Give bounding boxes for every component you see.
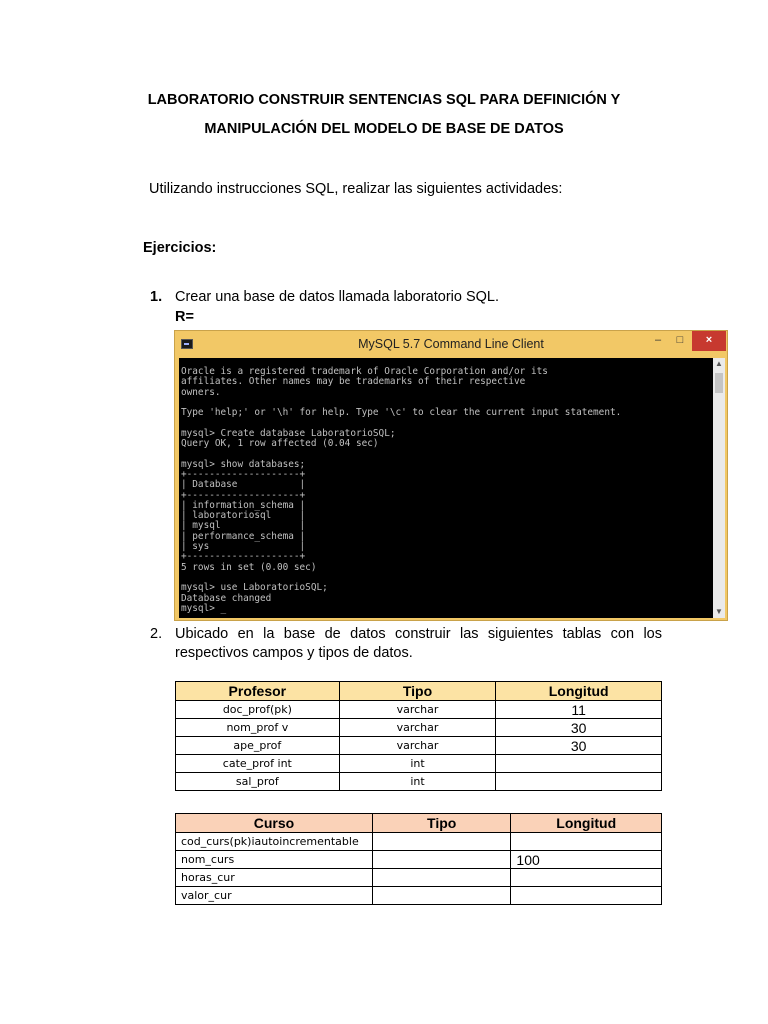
table-cell: varchar	[339, 719, 496, 737]
table-header-cell: Longitud	[511, 814, 662, 833]
table-cell: 11	[496, 701, 662, 719]
table-cell: nom_prof v	[176, 719, 340, 737]
window-title-bar[interactable]	[175, 331, 727, 357]
close-button[interactable]: ×	[692, 331, 726, 351]
table-cell	[372, 833, 510, 851]
answer-label: R=	[175, 309, 194, 325]
table-cell: cod_curs(pk)iautoincrementable	[176, 833, 373, 851]
table-cell: nom_curs	[176, 851, 373, 869]
table-header-cell: Tipo	[339, 682, 496, 701]
exercise-text: Crear una base de datos llamada laboratorio SQL.	[175, 289, 500, 305]
exercise-text: Ubicado en la base de datos construir las siguientes tablas con los respectivos campos y tipos de datos.	[175, 626, 662, 661]
table-cell: 100	[511, 851, 662, 869]
table-row	[176, 833, 662, 851]
exercises-heading: Ejercicios:	[143, 240, 217, 256]
table-row	[176, 701, 662, 719]
intro-text: Utilizando instrucciones SQL, realizar las siguientes actividades:	[149, 181, 563, 197]
scrollbar-thumb[interactable]	[715, 373, 723, 393]
table-cell	[496, 755, 662, 773]
table-cell: ape_prof	[176, 737, 340, 755]
table-header-row	[176, 814, 662, 833]
curso-table	[175, 813, 662, 905]
table-cell	[511, 869, 662, 887]
window-title: MySQL 5.7 Command Line Client	[358, 337, 544, 351]
table-cell: horas_cur	[176, 869, 373, 887]
table-cell: valor_cur	[176, 887, 373, 905]
console-output: Oracle is a registered trademark of Oracle Corporation and/or its affiliates. Other names may be trademarks of their respective owners. Type 'help;' or '\h' for help. Type '\c' to clear the current input statement. mysql> Create database LaboratorioSQL; Query OK, 1 row affected (0.04 sec) mysql> show databases; +--------------------+ | Database | +--------------------+ | information_schema | | laboratoriosql | | mysql | | performance_schema | | sys | +--------------------+ 5 rows in set (0.00 sec) mysql> use LaboratorioSQL; Database changed mysql> _	[181, 366, 622, 614]
table-header-cell: Longitud	[496, 682, 662, 701]
table-cell: sal_prof	[176, 773, 340, 791]
table-cell: cate_prof int	[176, 755, 340, 773]
table-header-cell: Curso	[176, 814, 373, 833]
maximize-button[interactable]: □	[676, 334, 684, 346]
table-cell: 30	[496, 737, 662, 755]
profesor-table	[175, 681, 662, 791]
vertical-scrollbar[interactable]	[713, 358, 725, 618]
console-output-area[interactable]	[179, 358, 713, 618]
table-cell	[511, 887, 662, 905]
mysql-console-window	[174, 330, 728, 621]
table-cell: varchar	[339, 701, 496, 719]
table-cell: int	[339, 773, 496, 791]
table-cell: doc_prof(pk)	[176, 701, 340, 719]
minimize-button[interactable]: –	[654, 334, 662, 346]
document-title-line-1: LABORATORIO CONSTRUIR SENTENCIAS SQL PARA DEFINICIÓN Y	[147, 92, 621, 108]
exercise-item-1	[150, 289, 500, 325]
table-row	[176, 719, 662, 737]
table-cell: 30	[496, 719, 662, 737]
table-header-row	[176, 682, 662, 701]
table-cell: varchar	[339, 737, 496, 755]
table-row	[176, 773, 662, 791]
table-cell	[511, 833, 662, 851]
table-row	[176, 737, 662, 755]
exercise-number: 1.	[150, 289, 163, 305]
table-header-cell: Tipo	[372, 814, 510, 833]
table-cell: int	[339, 755, 496, 773]
scroll-down-icon[interactable]: ▼	[715, 607, 723, 616]
table-header-cell: Profesor	[176, 682, 340, 701]
table-row	[176, 851, 662, 869]
document-title-line-2: MANIPULACIÓN DEL MODELO DE BASE DE DATOS	[204, 121, 564, 137]
table-cell	[372, 887, 510, 905]
table-row	[176, 887, 662, 905]
table-cell	[372, 869, 510, 887]
table-cell	[496, 773, 662, 791]
table-row	[176, 755, 662, 773]
exercise-item-2	[150, 625, 662, 663]
exercise-number: 2.	[150, 626, 163, 642]
scroll-up-icon[interactable]: ▲	[715, 359, 723, 368]
table-cell	[372, 851, 510, 869]
table-row	[176, 869, 662, 887]
